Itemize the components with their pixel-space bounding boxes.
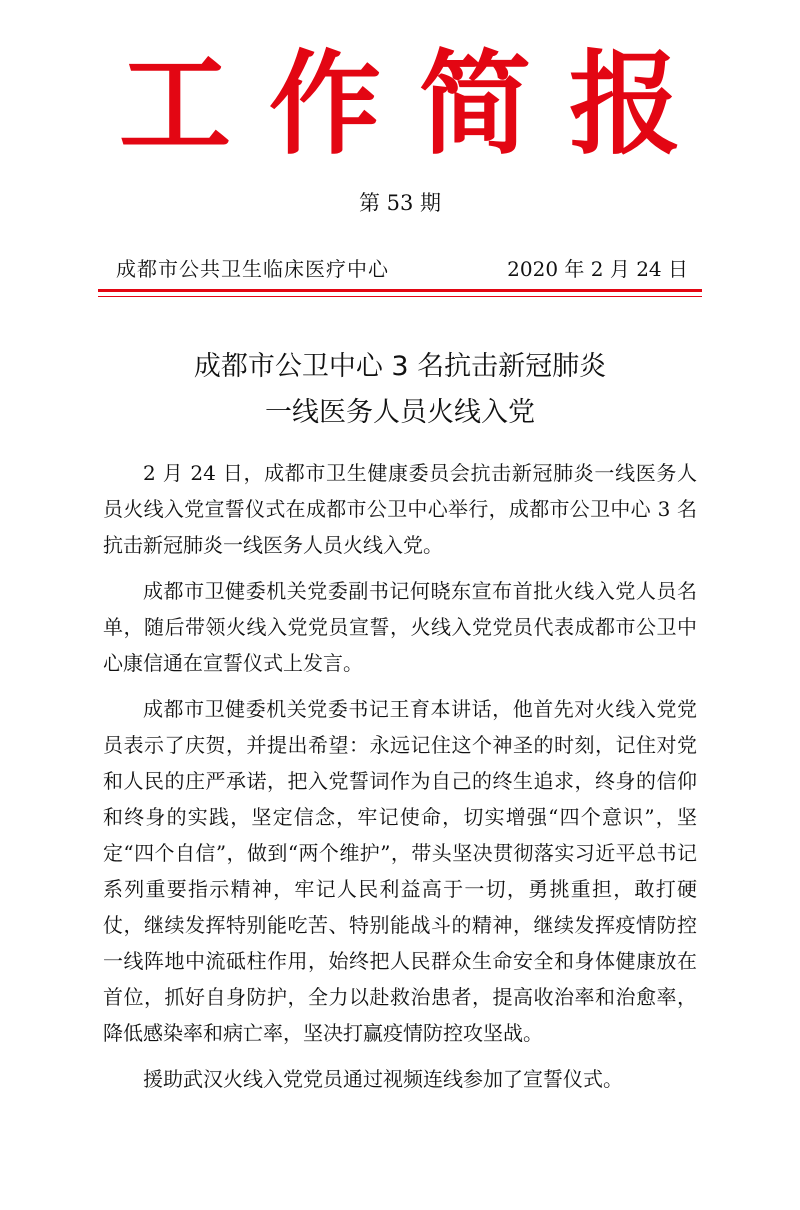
issue-number: 第 53 期 [358, 191, 442, 215]
red-divider-thin [98, 296, 702, 297]
issue-date: 2020 年 2 月 24 日 [507, 257, 688, 281]
article-headline [0, 344, 800, 436]
paragraph: 援助武汉火线入党党员通过视频连线参加了宣誓仪式。 [143, 1067, 623, 1091]
paragraph: 成都市卫健委机关党委书记王育本讲话，他首先对火线入党党员表示了庆贺，并提出希望：永远记住这个神圣的时刻，记住对党和人民的庄严承诺，把入党誓词作为自己的终生追求，终身的信仰和终身的实践，坚定信念，牢记使命，切实增强“四个意识”，坚定“四个自信”，做到“两个维护”，带头坚决贯彻落实习近平总书记系列重要指示精神，牢记人民利益高于一切，勇挑重担，敢打硬仗，继续发挥特别能吃苦、特别能战斗的精神，继续发挥疫情防控一线阵地中流砥柱作用，始终把人民群众生命安全和身体健康放在首位，抓好自身防护，全力以赴救治患者，提高收治率和治愈率，降低感染率和病亡率，坚决打赢疫情防控攻坚战。 [103, 697, 697, 1045]
red-divider-thick [98, 289, 702, 292]
paragraph: 成都市卫健委机关党委副书记何晓东宣布首批火线入党人员名单，随后带领火线入党党员宣誓，火线入党党员代表成都市公卫中心康信通在宣誓仪式上发言。 [103, 579, 697, 675]
paragraph: 2 月 24 日，成都市卫生健康委员会抗击新冠肺炎一线医务人员火线入党宣誓仪式在成都市公卫中心举行，成都市公卫中心 3 名抗击新冠肺炎一线医务人员火线入党。 [103, 461, 697, 557]
masthead-title: 工作简报 [119, 39, 719, 170]
article-body [103, 455, 697, 1097]
headline-line-1: 成都市公卫中心 3 名抗击新冠肺炎 [193, 351, 607, 382]
headline-line-2: 一线医务人员火线入党 [265, 397, 535, 428]
issuing-organization: 成都市公共卫生临床医疗中心 [116, 257, 389, 281]
